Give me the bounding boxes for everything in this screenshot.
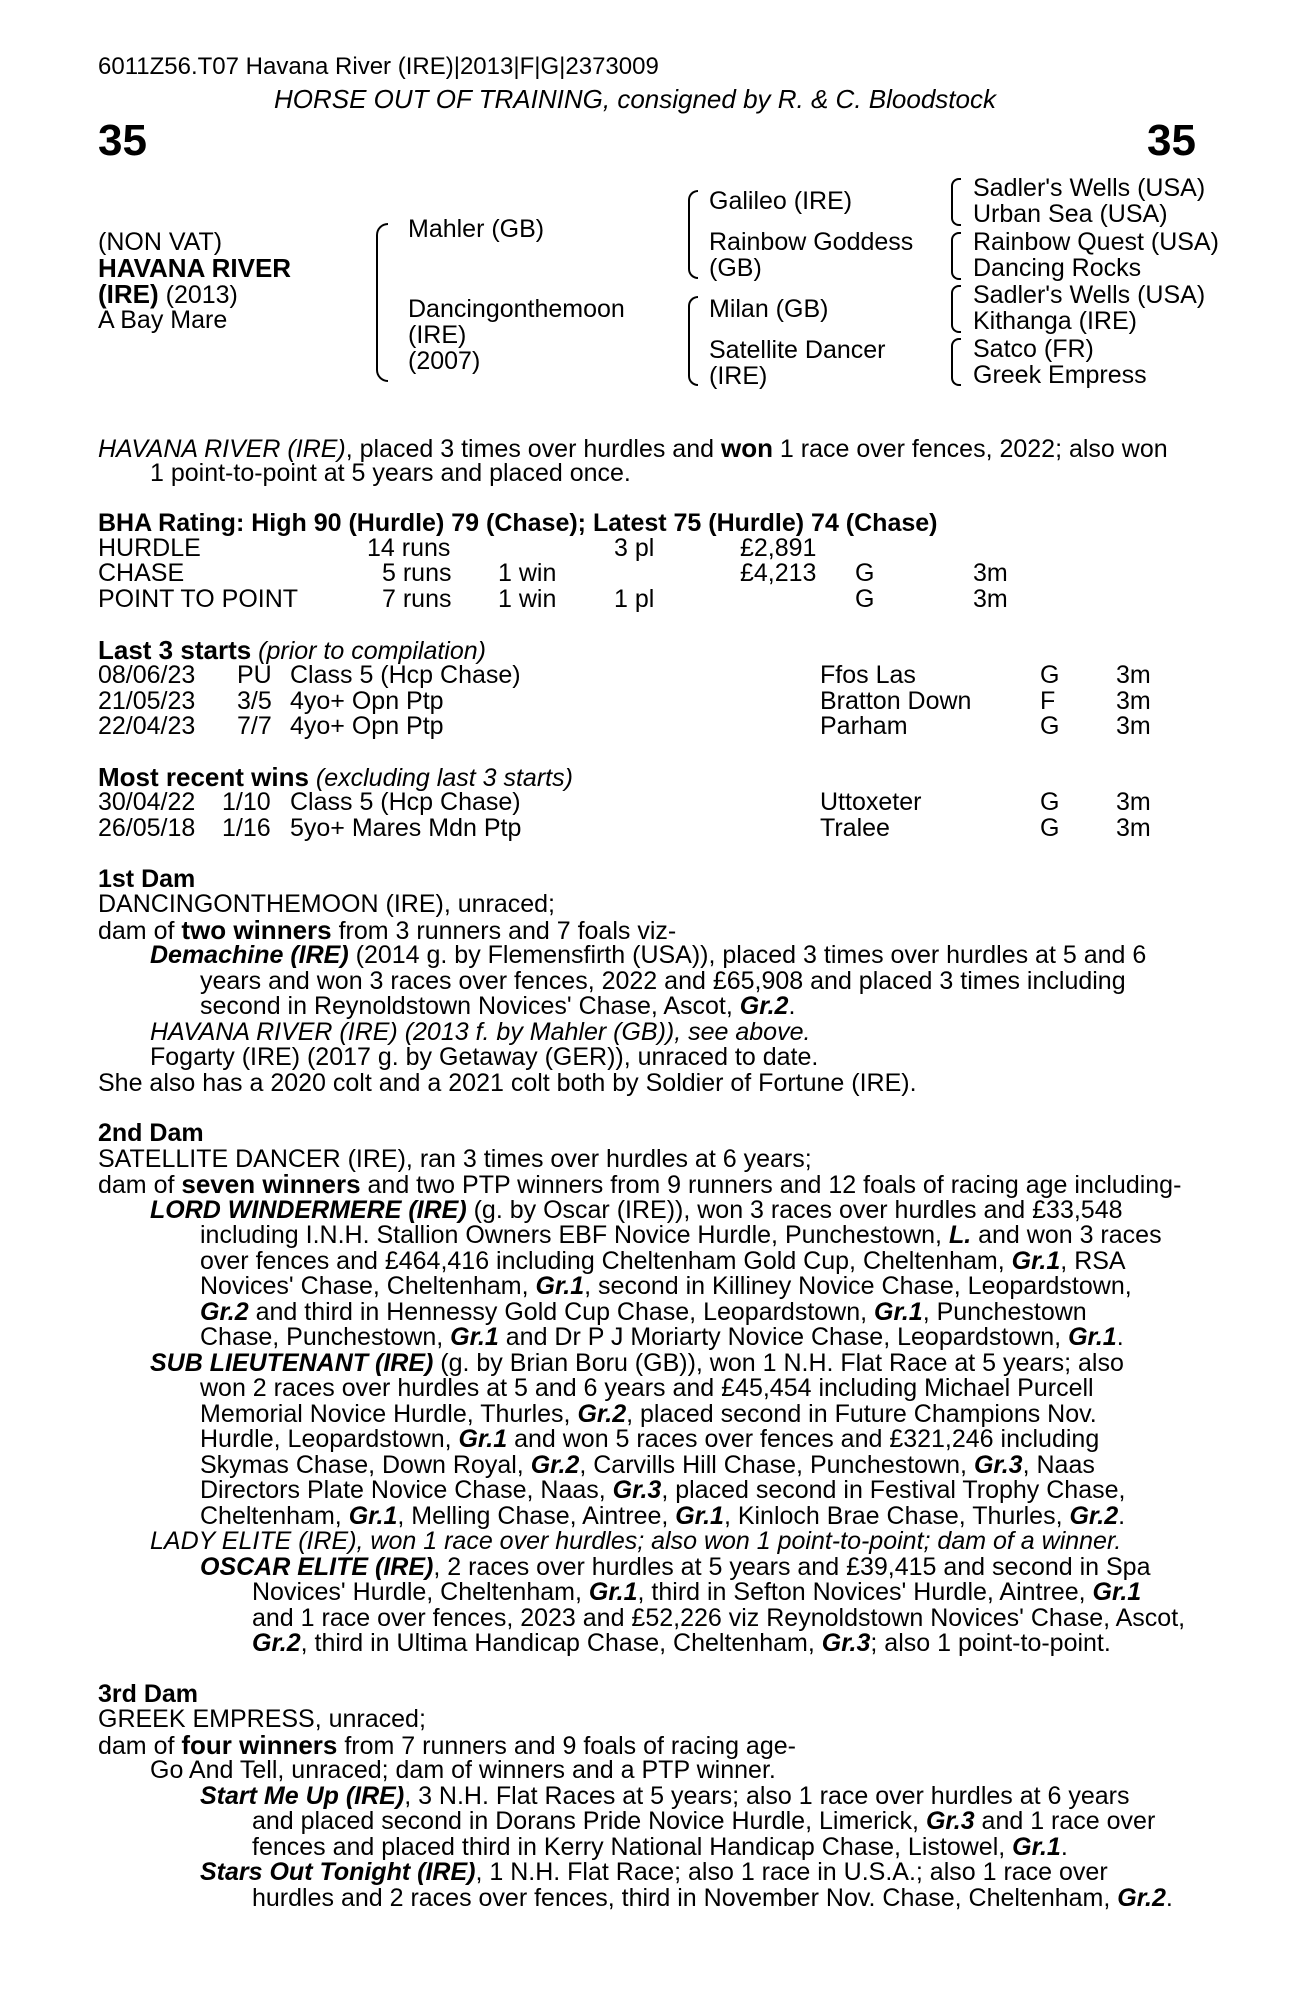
recent-date-1: 26/05/18 [98, 814, 196, 842]
pedigree-brace-dam-side [688, 296, 698, 386]
pedigree-dsd: Kithanga (IRE) [973, 307, 1137, 335]
pedigree-brace-sire-side [688, 190, 698, 279]
pedigree-dam-sire: Milan (GB) [709, 295, 829, 323]
dam2-oe-2: Novices' Hurdle, Cheltenham, Gr.1, third in Sefton Novices' Hurdle, Aintree, Gr.1 [252, 1578, 1142, 1606]
rating-ptp-runs: 7 runs [382, 585, 452, 613]
dam2-lw-3: over fences and £464,416 including Cheltenham Gold Cup, Cheltenham, Gr.1, RSA [200, 1247, 1126, 1275]
pedigree-dam-country: (IRE) [408, 321, 467, 349]
bha-rating-heading: BHA Rating: High 90 (Hurdle) 79 (Chase); Latest 75 (Hurdle) 74 (Chase) [98, 509, 938, 537]
dam2-sl-4: Hurdle, Leopardstown, Gr.1 and won 5 races over fences and £321,246 including [200, 1425, 1100, 1453]
pedigree-dam-year: (2007) [408, 347, 481, 375]
recent-race-1: 5yo+ Mares Mdn Ptp [290, 814, 522, 842]
dam1-produce: dam of two winners from 3 runners and 7 foals viz- [98, 915, 677, 945]
rating-chase-prize: £4,213 [740, 559, 817, 587]
last3-race-2: 4yo+ Opn Ptp [290, 712, 444, 740]
dam3-stars-out-tonight: Stars Out Tonight (IRE), 1 N.H. Flat Race; also 1 race in U.S.A.; also 1 race over [200, 1858, 1108, 1886]
race-summary-line2: 1 point-to-point at 5 years and placed once. [150, 459, 631, 487]
dam2-lw-4: Novices' Chase, Cheltenham, Gr.1, second in Killiney Novice Chase, Leopardstown, [200, 1272, 1132, 1300]
recent-course-1: Tralee [820, 814, 890, 842]
last3-course-1: Bratton Down [820, 687, 972, 715]
last3-date-0: 08/06/23 [98, 661, 196, 689]
dam3-name: GREEK EMPRESS, unraced; [98, 1705, 426, 1733]
last3-heading: Last 3 starts (prior to compilation) [98, 635, 486, 665]
last3-race-0: Class 5 (Hcp Chase) [290, 661, 521, 689]
dam2-oe-4: Gr.2, third in Ultima Handicap Chase, Cheltenham, Gr.3; also 1 point-to-point. [252, 1629, 1111, 1657]
pedigree-dss: Sadler's Wells (USA) [973, 281, 1206, 309]
consignment-line: HORSE OUT OF TRAINING, consigned by R. & C. Bloodstock [274, 84, 996, 114]
rating-ptp-wins: 1 win [498, 585, 557, 613]
dam3-produce: dam of four winners from 7 runners and 9 foals of racing age- [98, 1730, 796, 1760]
horse-description: A Bay Mare [98, 306, 228, 334]
rating-hurdle-prize: £2,891 [740, 534, 817, 562]
recent-dist-0: 3m [1116, 788, 1151, 816]
dam1-demachine: Demachine (IRE) (2014 g. by Flemensfirth (USA)), placed 3 times over hurdles at 5 and 6 [150, 941, 1147, 969]
pedigree-dam: Dancingonthemoon [408, 295, 625, 323]
recent-wins-heading: Most recent wins (excluding last 3 starts) [98, 762, 573, 792]
dam3-heading: 3rd Dam [98, 1680, 199, 1708]
recent-going-0: G [1040, 788, 1060, 816]
rating-ptp-type: POINT TO POINT [98, 585, 299, 613]
pedigree-sire-dam: Rainbow Goddess [709, 228, 914, 256]
recent-going-1: G [1040, 814, 1060, 842]
lot-number-left: 35 [98, 116, 147, 165]
recent-race-0: Class 5 (Hcp Chase) [290, 788, 521, 816]
dam2-oscar-elite: OSCAR ELITE (IRE), 2 races over hurdles at 5 years and £39,415 and second in Spa [200, 1553, 1151, 1581]
dam3-smu-3: fences and placed third in Kerry National Handicap Chase, Listowel, Gr.1. [252, 1833, 1068, 1861]
rating-chase-dist: 3m [973, 559, 1008, 587]
dam1-demachine-3: second in Reynoldstown Novices' Chase, Ascot, Gr.2. [200, 992, 796, 1020]
race-summary: HAVANA RIVER (IRE), placed 3 times over hurdles and won 1 race over fences, 2022; also won [98, 433, 1168, 463]
rating-ptp-dist: 3m [973, 585, 1008, 613]
catalogue-code: 6011Z56.T07 Havana River (IRE)|2013|F|G|2373009 [98, 53, 659, 80]
rating-ptp-pl: 1 pl [614, 585, 655, 613]
dam1-heading: 1st Dam [98, 865, 196, 893]
dam1-demachine-2: years and won 3 races over fences, 2022 and £65,908 and placed 3 times including [200, 967, 1126, 995]
pedigree-brace-ss [951, 178, 961, 226]
dam2-lw-5: Gr.2 and third in Hennessy Gold Cup Chase, Leopardstown, Gr.1, Punchestown [200, 1298, 1087, 1326]
rating-hurdle-type: HURDLE [98, 534, 201, 562]
pedigree-brace-ds [951, 285, 961, 333]
last3-pos-2: 7/7 [237, 712, 272, 740]
dam2-sub-lieutenant: SUB LIEUTENANT (IRE) (g. by Brian Boru (GB)), won 1 N.H. Flat Race at 5 years; also [150, 1349, 1124, 1377]
pedigree-sss: Sadler's Wells (USA) [973, 174, 1206, 202]
recent-date-0: 30/04/22 [98, 788, 196, 816]
pedigree-ddd: Greek Empress [973, 361, 1147, 389]
pedigree-sds: Rainbow Quest (USA) [973, 228, 1219, 256]
recent-pos-1: 1/16 [222, 814, 271, 842]
recent-course-0: Uttoxeter [820, 788, 922, 816]
dam2-lw-2: including I.N.H. Stallion Owners EBF Novice Hurdle, Punchestown, L. and won 3 races [200, 1221, 1162, 1249]
pedigree-dds: Satco (FR) [973, 335, 1094, 363]
rating-chase-going: G [855, 559, 875, 587]
pedigree-sire: Mahler (GB) [408, 215, 545, 243]
dam2-sl-3: Memorial Novice Hurdle, Thurles, Gr.2, placed second in Future Champions Nov. [200, 1400, 1097, 1428]
last3-going-0: G [1040, 661, 1060, 689]
pedigree-brace-gen1 [376, 223, 388, 382]
dam2-sl-5: Skymas Chase, Down Royal, Gr.2, Carvills Hill Chase, Punchestown, Gr.3, Naas [200, 1451, 1095, 1479]
last3-pos-1: 3/5 [237, 687, 272, 715]
rating-chase-wins: 1 win [498, 559, 557, 587]
rating-ptp-going: G [855, 585, 875, 613]
last3-dist-0: 3m [1116, 661, 1151, 689]
pedigree-brace-dd [951, 338, 961, 386]
pedigree-ssd: Urban Sea (USA) [973, 200, 1168, 228]
dam1-name: DANCINGONTHEMOON (IRE), unraced; [98, 890, 556, 918]
last3-course-0: Ffos Las [820, 661, 916, 689]
pedigree-dam-dam: Satellite Dancer [709, 336, 886, 364]
dam2-lord-windermere: LORD WINDERMERE (IRE) (g. by Oscar (IRE)), won 3 races over hurdles and £33,548 [150, 1196, 1123, 1224]
recent-pos-0: 1/10 [222, 788, 271, 816]
dam2-sl-7: Cheltenham, Gr.1, Melling Chase, Aintree, Gr.1, Kinloch Brae Chase, Thurles, Gr.2. [200, 1502, 1126, 1530]
dam2-name: SATELLITE DANCER (IRE), ran 3 times over hurdles at 6 years; [98, 1145, 812, 1173]
lot-number-right: 35 [1147, 116, 1196, 165]
last3-going-2: G [1040, 712, 1060, 740]
pedigree-dam-dam-country: (IRE) [709, 362, 768, 390]
rating-hurdle-pl: 3 pl [614, 534, 655, 562]
dam3-sot-2: hurdles and 2 races over fences, third in November Nov. Chase, Cheltenham, Gr.2. [252, 1884, 1173, 1912]
pedigree-sdd: Dancing Rocks [973, 254, 1142, 282]
last3-dist-2: 3m [1116, 712, 1151, 740]
dam2-oe-3: and 1 race over fences, 2023 and £52,226 viz Reynoldstown Novices' Chase, Ascot, [252, 1604, 1186, 1632]
pedigree-brace-sd [951, 232, 961, 280]
vat-status: (NON VAT) [98, 228, 223, 256]
rating-chase-type: CHASE [98, 559, 185, 587]
dam3-start-me-up: Start Me Up (IRE), 3 N.H. Flat Races at 5 years; also 1 race over hurdles at 6 years [200, 1782, 1130, 1810]
last3-race-1: 4yo+ Opn Ptp [290, 687, 444, 715]
dam2-lw-6: Chase, Punchestown, Gr.1 and Dr P J Moriarty Novice Chase, Leopardstown, Gr.1. [200, 1323, 1124, 1351]
recent-dist-1: 3m [1116, 814, 1151, 842]
dam3-smu-2: and placed second in Dorans Pride Novice Hurdle, Limerick, Gr.3 and 1 race over [252, 1807, 1156, 1835]
dam1-fogarty: Fogarty (IRE) (2017 g. by Getaway (GER)), unraced to date. [150, 1043, 819, 1071]
last3-pos-0: PU [237, 661, 272, 689]
dam2-heading: 2nd Dam [98, 1119, 204, 1147]
last3-dist-1: 3m [1116, 687, 1151, 715]
dam2-produce: dam of seven winners and two PTP winners from 9 runners and 12 foals of racing age including- [98, 1169, 1182, 1199]
pedigree-sire-sire: Galileo (IRE) [709, 187, 853, 215]
last3-course-2: Parham [820, 712, 908, 740]
horse-name: HAVANA RIVER [98, 253, 292, 283]
dam3-go-and-tell: Go And Tell, unraced; dam of winners and a PTP winner. [150, 1756, 776, 1784]
horse-name-line2: (IRE) (2013) [98, 279, 238, 309]
last3-date-1: 21/05/23 [98, 687, 196, 715]
last3-date-2: 22/04/23 [98, 712, 196, 740]
dam2-sl-6: Directors Plate Novice Chase, Naas, Gr.3, placed second in Festival Trophy Chase, [200, 1476, 1126, 1504]
dam2-lady-elite: LADY ELITE (IRE), won 1 race over hurdles; also won 1 point-to-point; dam of a winner. [150, 1527, 1122, 1555]
dam1-havana: HAVANA RIVER (IRE) (2013 f. by Mahler (GB)), see above. [150, 1018, 811, 1046]
last3-going-1: F [1040, 687, 1056, 715]
rating-chase-runs: 5 runs [382, 559, 452, 587]
pedigree-sire-dam-country: (GB) [709, 254, 762, 282]
dam1-also: She also has a 2020 colt and a 2021 colt both by Soldier of Fortune (IRE). [98, 1069, 917, 1097]
rating-hurdle-runs: 14 runs [367, 534, 451, 562]
dam2-sl-2: won 2 races over hurdles at 5 and 6 years and £45,454 including Michael Purcell [200, 1374, 1094, 1402]
